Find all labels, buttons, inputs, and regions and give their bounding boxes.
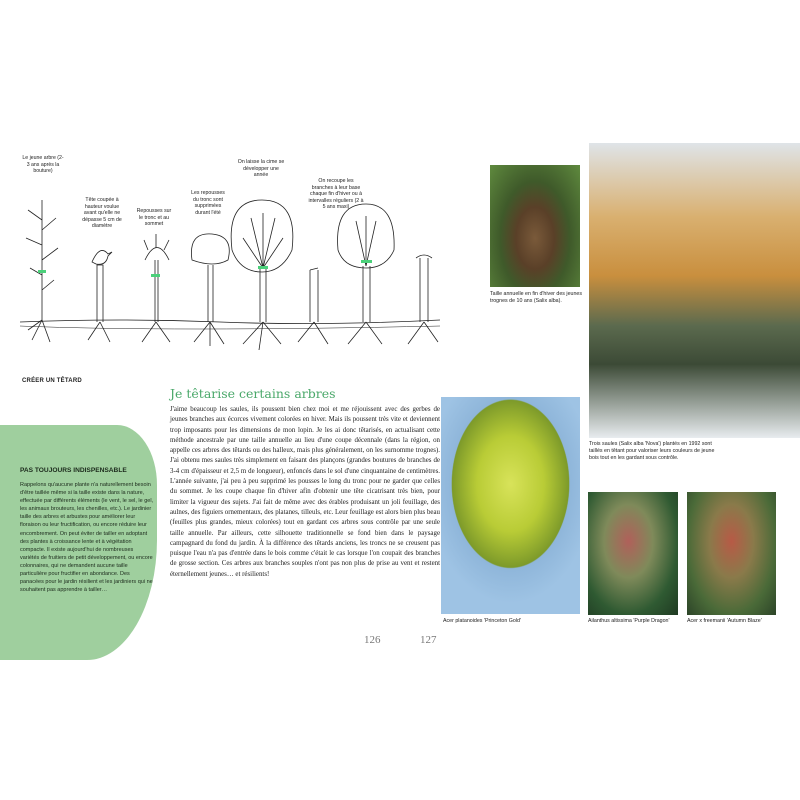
photo-acer-autumn-blaze <box>687 492 776 615</box>
page-number-left: 126 <box>364 634 381 646</box>
photo-ailanthus-purple-dragon <box>588 492 678 615</box>
photo-caption-1: Taille annuelle en fin d'hiver des jeunes trognes de 10 ans (Salix alba). <box>490 291 583 304</box>
stage-label-5: On laisse la cime se développer une année <box>237 159 285 179</box>
sidebar-box <box>0 425 157 660</box>
photo-caption-4: Ailanthus altissima 'Purple Dragon' <box>588 618 670 624</box>
stage-label-1: Le jeune arbre (2-3 ans après la bouture) <box>22 155 64 175</box>
photo-acer-princeton-gold <box>441 397 580 614</box>
sidebar-text: Rappelons qu'aucune plante n'a naturellement besoin d'être taillée même si la taille existe dans la nature, effectuée par différents éléments (le vent, le sel, le gel, les animaux brouteurs, les chenilles, etc.). Le jardinier taille des arbres et arbustes pour améliorer leur floraison ou leur fructification, ou encore réduire leur encombrement. On peut éviter de tailler en adoptant des plantes à croissance lente et à végétation compacte. Il existe aujourd'hui de nombreuses variétés de fruitiers de petit développement, ou encore colonnaires, qui ne demandent aucune taille particulière pour fructifier en abondance. Des panacées pour le jardin résilient et les jardiniers qui ne souhaitent pas apprendre à tailler… <box>20 482 154 594</box>
article-body: J'aime beaucoup les saules, ils poussent bien chez moi et me réjouissent avec des gerbes de jeunes branches aux écorces vivement colorées en hiver. Mais ils poussent très vite et deviennent trop imposants pour les dimensions de mon lopin. Je les ai donc têtarisés, en actualisant cette méthode ancestrale par une taille annuelle au lieu d'une coupe décennale (dans la région, on appelle ces arbres des têtards ou des halleux, mais plus généralement, on les surnomme trognes). J'ai obtenu mes saules très simplement en faisant des plançons (grandes boutures de branches de 3-4 cm d'épaisseur et 2,5 m de longueur), enfoncés dans le sol d'une cinquantaine de centimètres. L'année suivante, j'ai peu à peu supprimé les pousses le long du tronc pour ne garder que celles du sommet. Je les coupe chaque fin d'hiver afin d'obtenir une tête cicatrisant très bien, pour limiter la vigueur des sujets. J'ai fait de même avec des érables produisant un joli feuillage, des aulnes, des figuiers ornementaux, des platanes, tilleuls, etc. Leur feuillage est alors bien plus beau (feuilles plus grandes, mieux colorées) tout en gardant ces arbres sous contrôle par une seule taille annuelle. Par ailleurs, cette silhouette traditionnelle se fond bien dans le paysage campagnard du fond du jardin. À la différence des têtards anciens, les troncs ne se creusent pas puisque l'eau n'a pas d'entrée dans le bois comme c'était le cas lorsque l'on coupait des branches de grosse section. Ces arbres aux branches souples n'ont pas non plus de prise au vent et restent éternellement jeunes… et résilients! <box>170 406 440 578</box>
tetard-illustration <box>20 150 440 380</box>
sidebar-title: PAS TOUJOURS INDISPENSABLE <box>20 467 127 474</box>
stage-label-2: Tête coupée à hauteur voulue avant qu'elle ne dépasse 5 cm de diamètre <box>82 197 122 230</box>
stage-label-6: On recoupe les branches à leur base chaque fin d'hiver ou à intervalles réguliers (2 à 5 ans maxi) <box>308 178 364 211</box>
photo-snowy-willows <box>589 143 800 438</box>
photo-willow-stumps <box>490 165 580 287</box>
tetard-drawing <box>20 150 440 380</box>
stage-label-3: Repousses sur le tronc et au sommet <box>136 208 172 228</box>
photo-caption-2: Trois saules (Salix alba 'Nova') plantés en 1992 sont taillés en têtant pour valoriser leurs couleurs de jeune bois tout en les gardant sous contrôle. <box>589 441 715 461</box>
article-title: Je têtarise certains arbres <box>170 386 336 401</box>
stage-label-4: Les repousses du tronc sont supprimées durant l'été <box>191 190 225 216</box>
photo-caption-3: Acer platanoides 'Princeton Gold' <box>443 618 521 624</box>
photo-caption-5: Acer x freemanii 'Autumn Blaze' <box>687 618 762 624</box>
illustration-caption: CRÉER UN TÊTARD <box>22 378 82 384</box>
page-number-right: 127 <box>420 634 437 646</box>
